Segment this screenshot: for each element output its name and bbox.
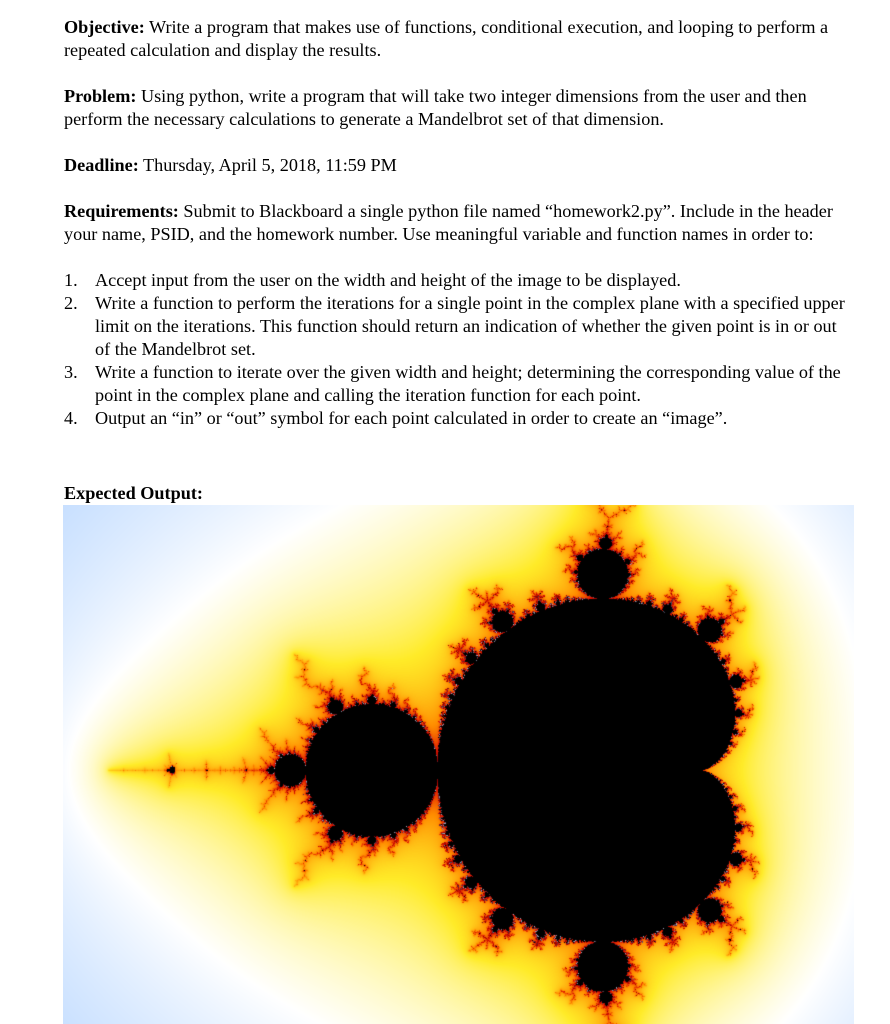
list-item-number: 2. [64, 293, 78, 313]
list-item [64, 269, 854, 292]
problem-text: Using python, write a program that will take two integer dimensions from the user and then perform the necessary calculations to generate a Mandelbrot set of that dimension. [64, 86, 807, 129]
list-item-number: 4. [64, 408, 78, 428]
assignment-document [64, 16, 854, 453]
list-item-text: Output an “in” or “out” symbol for each point calculated in order to create an “image”. [95, 408, 728, 428]
requirements-paragraph [64, 200, 854, 246]
requirements-list [64, 269, 854, 430]
requirements-label: Requirements: [64, 201, 179, 221]
deadline-text: Thursday, April 5, 2018, 11:59 PM [138, 155, 397, 175]
deadline-label: Deadline: [64, 155, 139, 175]
list-item [64, 361, 854, 407]
expected-output-image [63, 505, 854, 1024]
list-item-text: Accept input from the user on the width and height of the image to be displayed. [95, 270, 681, 290]
list-item-text: Write a function to perform the iterations for a single point in the complex plane with a specified upper limit on the iterations. This function should return an indication of whether the given point is in or out of the Mandelbrot set. [95, 293, 845, 359]
problem-paragraph [64, 85, 854, 131]
objective-label: Objective: [64, 17, 145, 37]
list-item-number: 1. [64, 270, 78, 290]
list-item [64, 407, 854, 430]
list-item-text: Write a function to iterate over the given width and height; determining the corresponding value of the point in the complex plane and calling the iteration function for each point. [95, 362, 841, 405]
problem-label: Problem: [64, 86, 137, 106]
objective-text: Write a program that makes use of functions, conditional execution, and looping to perform a repeated calculation and display the results. [64, 17, 829, 60]
list-item-number: 3. [64, 362, 78, 382]
expected-output-label: Expected Output: [64, 483, 203, 503]
objective-paragraph [64, 16, 854, 62]
mandelbrot-canvas [63, 505, 854, 1024]
list-item [64, 292, 854, 361]
requirements-text: Submit to Blackboard a single python file named “homework2.py”. Include in the header your name, PSID, and the homework number. Use meaningful variable and function names in order to: [64, 201, 833, 244]
deadline-paragraph [64, 154, 854, 177]
